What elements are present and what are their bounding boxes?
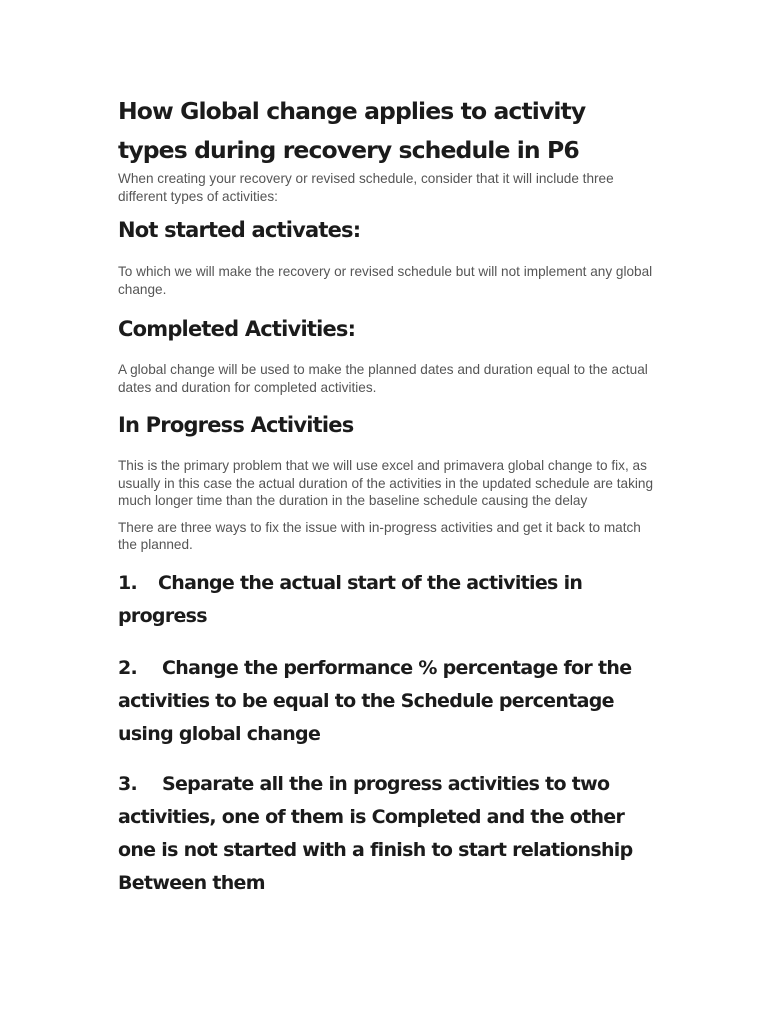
- section-paragraph-in-progress-1: This is the primary problem that we will use excel and primavera global change to fix, as usually in this case the actual duration of the activities in the updated schedule are taking much longer time than the duration in the baseline schedule causing the delay: [118, 458, 654, 508]
- step-text: Change the performance % percentage for the activities to be equal to the Schedule percentage using global change: [118, 656, 632, 745]
- step-item-3: [118, 768, 658, 900]
- step-number: 3.: [118, 772, 138, 795]
- step-text: Separate all the in progress activities to two activities, one of them is Completed and the other one is not started with a finish to start relationship Between them: [118, 772, 633, 894]
- section-heading-completed: Completed Activities:: [118, 317, 356, 341]
- intro-paragraph: When creating your recovery or revised schedule, consider that it will include three different types of activities:: [118, 171, 614, 204]
- section-paragraph-not-started: To which we will make the recovery or revised schedule but will not implement any global change.: [118, 264, 653, 297]
- step-item-1: [118, 567, 658, 633]
- step-number: 1.: [118, 571, 138, 594]
- section-heading-not-started: Not started activates:: [118, 218, 361, 242]
- step-number: 2.: [118, 656, 138, 679]
- section-paragraph-completed: A global change will be used to make the planned dates and duration equal to the actual dates and duration for completed activities.: [118, 362, 648, 395]
- step-text: Change the actual start of the activities in progress: [118, 571, 583, 627]
- section-heading-in-progress: In Progress Activities: [118, 413, 354, 437]
- section-paragraph-in-progress-2: There are three ways to fix the issue with in-progress activities and get it back to match the planned.: [118, 519, 641, 552]
- article: [118, 92, 658, 900]
- step-item-2: [118, 652, 658, 751]
- page-title: How Global change applies to activity types during recovery schedule in P6: [118, 97, 586, 164]
